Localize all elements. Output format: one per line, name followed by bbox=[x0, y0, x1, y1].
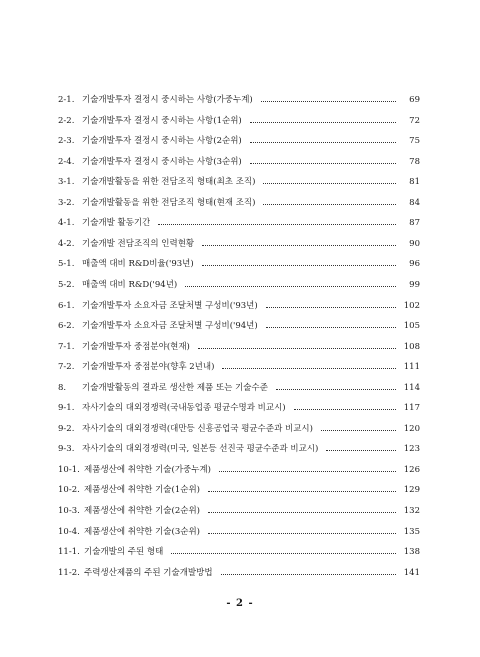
toc-entry bbox=[58, 196, 420, 210]
toc-entry-title: 기술개발투자 결정시 중시하는 사항(3순위) bbox=[82, 156, 242, 167]
toc-entry bbox=[58, 422, 420, 436]
toc-dot-leader bbox=[221, 573, 396, 575]
toc-entry-number: 8. bbox=[58, 382, 67, 393]
toc-entry-title: 기술개발투자 결정시 중시하는 사항(2순위) bbox=[82, 136, 242, 147]
toc-dot-leader bbox=[208, 532, 396, 534]
toc-dot-leader bbox=[202, 244, 396, 246]
toc-entry-page: 90 bbox=[409, 238, 420, 249]
toc-entry-page: 129 bbox=[403, 485, 420, 496]
toc-entry-number: 4-1. bbox=[58, 218, 75, 229]
toc-entry-title: 기술개발투자 중점분야(현재) bbox=[82, 341, 190, 352]
toc-entry-title: 주력생산제품의 주된 기술개발방법 bbox=[84, 567, 213, 578]
toc-entry-title: 기술개발 활동기간 bbox=[82, 218, 151, 229]
toc-entry bbox=[58, 381, 420, 395]
toc-dot-leader bbox=[266, 306, 396, 308]
toc-entry-page: 105 bbox=[403, 321, 420, 332]
toc-entry bbox=[58, 175, 420, 189]
toc-entry-number: 3-2. bbox=[58, 197, 75, 208]
toc-entry-number: 10-4. bbox=[58, 526, 80, 537]
toc-dot-leader bbox=[171, 552, 396, 554]
toc-entry-page: 69 bbox=[409, 95, 420, 105]
toc-entry-number: 5-1. bbox=[58, 259, 75, 270]
toc-entry-title: 제품생산에 취약한 기술(1순위) bbox=[84, 485, 200, 496]
toc-entry-page: 75 bbox=[409, 136, 420, 147]
toc-dot-leader bbox=[294, 408, 396, 410]
toc-entry-number: 7-1. bbox=[58, 341, 75, 352]
toc-entry bbox=[58, 401, 420, 415]
toc-dot-leader bbox=[185, 285, 396, 287]
toc-entry-number: 10-1. bbox=[58, 464, 80, 475]
toc-entry-number: 2-2. bbox=[58, 115, 75, 126]
toc-entry-page: 72 bbox=[409, 115, 420, 126]
toc-dot-leader bbox=[321, 429, 396, 431]
toc-dot-leader bbox=[261, 100, 396, 102]
toc-entry bbox=[58, 278, 420, 292]
toc-entry-number: 7-2. bbox=[58, 362, 75, 373]
toc-entry-title: 자사기술의 대외경쟁력(국내동업종 평균수명과 비교시) bbox=[82, 403, 286, 414]
toc-entry-title: 기술개발 전담조직의 인력현황 bbox=[82, 238, 195, 249]
toc-entry-page: 123 bbox=[403, 444, 420, 455]
toc-entry bbox=[58, 463, 420, 477]
toc-entry bbox=[58, 155, 420, 169]
toc-entry bbox=[58, 299, 420, 313]
toc-entry-number: 9-1. bbox=[58, 403, 75, 414]
toc-dot-leader bbox=[208, 511, 396, 513]
toc-entry-title: 기술개발투자 중점분야(향후 2년내) bbox=[82, 362, 215, 373]
toc-entry-page: 78 bbox=[409, 156, 420, 167]
toc-entry-page: 141 bbox=[403, 567, 420, 578]
toc-entry-number: 4-2. bbox=[58, 238, 75, 249]
toc-dot-leader bbox=[250, 121, 396, 123]
toc-entry-number: 10-3. bbox=[58, 506, 80, 516]
toc-entry-number: 11-1. bbox=[58, 547, 80, 558]
toc-dot-leader bbox=[202, 264, 396, 266]
toc-entry bbox=[58, 216, 420, 230]
toc-entry-title: 매출액 대비 R&D('94년) bbox=[82, 279, 178, 290]
toc-dot-leader bbox=[263, 203, 396, 205]
toc-entry-page: 138 bbox=[403, 547, 420, 558]
toc-entry-title: 제품생산에 취약한 기술(2순위) bbox=[84, 506, 200, 516]
toc-entry-title: 기술개발투자 소요자금 조달처별 구성비('93년) bbox=[82, 300, 258, 311]
toc-entry bbox=[58, 319, 420, 333]
toc-entry-page: 108 bbox=[403, 341, 420, 352]
toc-entry bbox=[58, 442, 420, 456]
toc-entry-title: 기술개발투자 소요자금 조달처별 구성비('94년) bbox=[82, 321, 258, 332]
toc-entry bbox=[58, 545, 420, 559]
toc-dot-leader bbox=[263, 182, 396, 184]
toc-entry-number: 2-3. bbox=[58, 136, 75, 147]
toc-entry-number: 9-2. bbox=[58, 423, 75, 434]
toc-entry-number: 3-1. bbox=[58, 177, 75, 188]
toc-dot-leader bbox=[208, 490, 396, 492]
toc-entry-page: 102 bbox=[403, 300, 420, 311]
toc-entry-number: 5-2. bbox=[58, 279, 75, 290]
toc-dot-leader bbox=[250, 141, 396, 143]
toc-entry bbox=[58, 114, 420, 128]
toc-dot-leader bbox=[219, 470, 396, 472]
toc-entry-page: 96 bbox=[409, 259, 420, 270]
toc-entry bbox=[58, 237, 420, 251]
page-number-footer: - 2 - bbox=[226, 598, 254, 609]
toc-entry-page: 132 bbox=[403, 506, 420, 516]
toc-entry-title: 기술개발투자 결정시 중시하는 사항(1순위) bbox=[82, 115, 242, 126]
toc-entry-number: 6-2. bbox=[58, 321, 75, 332]
toc-entry bbox=[58, 504, 420, 518]
toc-entry bbox=[58, 566, 420, 580]
toc-entry-page: 84 bbox=[409, 197, 420, 208]
toc-entry-page: 117 bbox=[403, 403, 420, 414]
toc-entry-page: 81 bbox=[409, 177, 420, 188]
toc-entry-title: 매출액 대비 R&D비율('93년) bbox=[82, 259, 194, 270]
toc-entry-number: 11-2. bbox=[58, 567, 80, 578]
toc-dot-leader bbox=[266, 326, 396, 328]
toc-entry-page: 135 bbox=[403, 526, 420, 537]
toc-entry-number: 10-2. bbox=[58, 485, 80, 496]
toc-entry bbox=[58, 134, 420, 148]
toc-entry-number: 6-1. bbox=[58, 300, 75, 311]
toc-dot-leader bbox=[250, 162, 396, 164]
toc-entry-number: 2-1. bbox=[58, 95, 75, 105]
toc-entry-title: 기술개발의 주된 형태 bbox=[84, 547, 164, 558]
toc-entry bbox=[58, 257, 420, 271]
toc-entry-page: 111 bbox=[403, 362, 420, 373]
toc-entry-title: 기술개발투자 결정시 중시하는 사항(가중누계) bbox=[82, 95, 253, 105]
toc-entry-page: 114 bbox=[403, 382, 420, 393]
toc-entry-title: 기술개발활동을 위한 전담조직 형태(최초 조직) bbox=[82, 177, 256, 188]
toc-entry-page: 126 bbox=[403, 464, 420, 475]
toc-dot-leader bbox=[222, 367, 396, 369]
toc-dot-leader bbox=[326, 449, 396, 451]
toc-entry-page: 99 bbox=[409, 279, 420, 290]
toc-entry bbox=[58, 360, 420, 374]
toc-entry bbox=[58, 525, 420, 539]
toc-entry bbox=[58, 340, 420, 354]
toc-entry-title: 기술개발활동의 결과로 생산한 제품 또는 기술수준 bbox=[82, 382, 268, 393]
toc-dot-leader bbox=[158, 223, 396, 225]
toc-entry-title: 제품생산에 취약한 기술(가중누계) bbox=[84, 464, 211, 475]
toc-entry-number: 9-3. bbox=[58, 444, 75, 455]
toc-entry bbox=[58, 483, 420, 497]
toc-entry-title: 자사기술의 대외경쟁력(미국, 일본등 선진국 평균수준과 비교시) bbox=[82, 444, 319, 455]
toc-dot-leader bbox=[276, 388, 396, 390]
toc-entry-page: 120 bbox=[403, 423, 420, 434]
toc-entry bbox=[58, 93, 420, 107]
toc-entry-title: 제품생산에 취약한 기술(3순위) bbox=[84, 526, 200, 537]
toc-entry-number: 2-4. bbox=[58, 156, 75, 167]
toc-entry-title: 자사기술의 대외경쟁력(대만등 신흥공업국 평균수준과 비교시) bbox=[82, 423, 313, 434]
toc-dot-leader bbox=[198, 347, 396, 349]
toc-entry-title: 기술개발활동을 위한 전담조직 형태(현재 조직) bbox=[82, 197, 256, 208]
toc-entry-page: 87 bbox=[409, 218, 420, 229]
